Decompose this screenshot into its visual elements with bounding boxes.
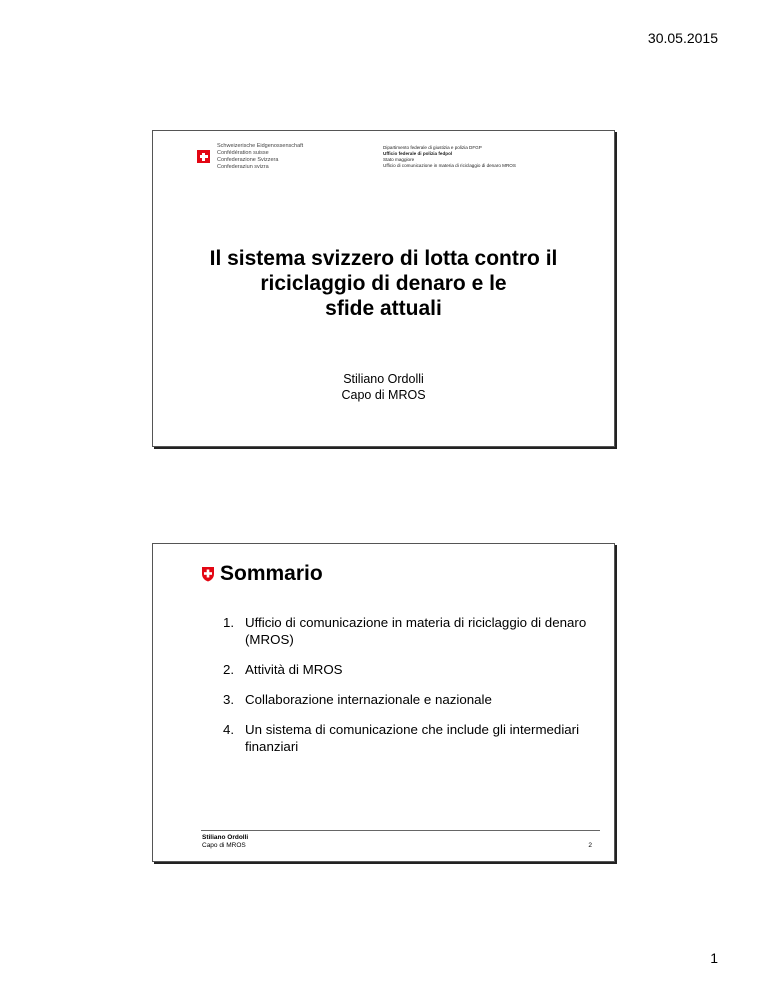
footer-name: Stiliano Ordolli — [202, 834, 249, 841]
agenda-item — [223, 691, 603, 708]
agenda-text: Attività di MROS — [245, 662, 343, 677]
department-line: Ufficio di comunicazione in materia di riciclaggio di denaro MROS — [383, 163, 516, 168]
agenda-text: Un sistema di comunicazione che include gli intermediari finanziari — [245, 722, 580, 754]
agenda-item — [223, 661, 603, 678]
title-line: riciclaggio di denaro e le — [260, 272, 507, 295]
department-block — [383, 145, 516, 169]
slide-title — [153, 246, 614, 321]
title-line: sfide attuali — [325, 297, 442, 320]
agenda-number: 4. — [223, 722, 235, 737]
department-line: Stato maggiore — [383, 157, 415, 162]
agenda-item — [223, 614, 603, 648]
slide-2 — [152, 543, 615, 862]
agenda-number: 3. — [223, 692, 235, 707]
presenter-name: Stiliano Ordolli — [343, 372, 424, 386]
slide-title: Sommario — [220, 562, 323, 585]
page-number: 1 — [710, 950, 718, 966]
agenda-list — [223, 614, 603, 768]
presenter-role: Capo di MROS — [341, 388, 426, 402]
office-line: Ufficio federale di polizia fedpol — [383, 151, 453, 156]
logo-line: Confédération suisse — [217, 150, 269, 156]
title-line: Il sistema svizzero di lotta contro il — [209, 247, 558, 270]
page-date: 30.05.2015 — [647, 30, 718, 46]
agenda-number: 2. — [223, 662, 235, 677]
slide-header — [201, 562, 323, 586]
agenda-item — [223, 721, 603, 755]
logo-line: Confederazione Svizzera — [217, 157, 279, 163]
agenda-text: Ufficio di comunicazione in materia di riciclaggio di denaro (MROS) — [245, 615, 587, 647]
swiss-shield-icon — [201, 566, 215, 582]
confederation-logo — [197, 143, 303, 171]
footer-divider — [201, 830, 600, 831]
presenter — [153, 371, 614, 403]
slide-number: 2 — [588, 842, 592, 849]
logo-line: Schweizerische Eidgenossenschaft — [217, 143, 304, 149]
logo-line: Confederaziun svizra — [217, 164, 269, 170]
department-line: Dipartimento federale di giustizia e polizia DFGP — [383, 145, 482, 150]
slide-1 — [152, 130, 615, 447]
agenda-text: Collaborazione internazionale e nazionale — [245, 692, 492, 707]
swiss-flag-icon — [197, 150, 210, 163]
footer-role: Capo di MROS — [202, 842, 246, 849]
agenda-number: 1. — [223, 615, 235, 630]
